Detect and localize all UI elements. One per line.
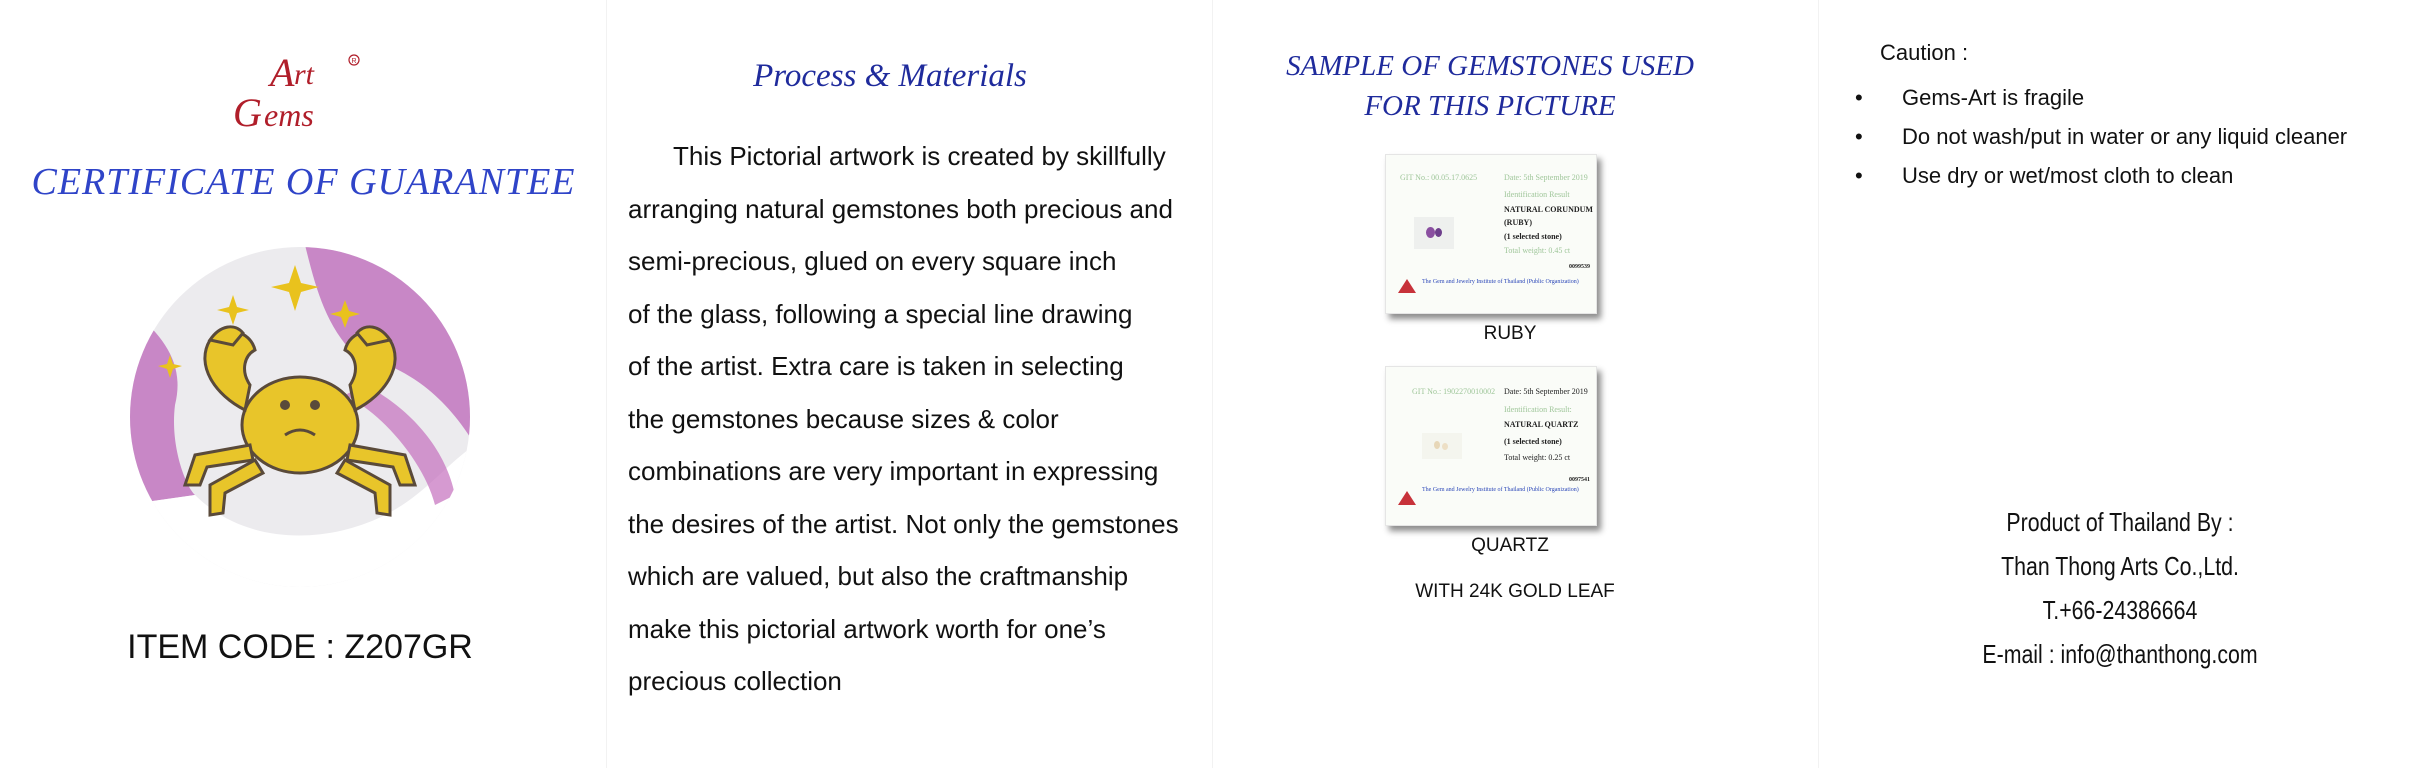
svg-text:rt: rt — [294, 58, 315, 91]
cert-number: GIT No.: 00.05.17.0625 — [1400, 173, 1478, 182]
description-line: semi-precious, glued on every square inch — [628, 246, 1117, 276]
cert-variety: (RUBY) — [1504, 218, 1532, 227]
manufacturer-line: Product of Thailand By : — [2006, 507, 2234, 537]
item-code: ITEM CODE : Z207GR — [127, 628, 473, 666]
ruby-stone-photo — [1414, 217, 1454, 249]
art-gems-logo — [228, 50, 368, 134]
caution-item — [1855, 156, 2347, 195]
process-materials-title: Process & Materials — [753, 58, 1027, 94]
caution-text: Gems-Art is fragile — [1902, 85, 2085, 110]
caution-title: Caution : — [1880, 40, 1969, 65]
panel-divider — [1818, 0, 1819, 768]
crab-artwork-image — [125, 245, 475, 590]
cert-result: Identification Result: — [1504, 405, 1572, 414]
bullet-icon: • — [1855, 85, 1863, 110]
caution-item — [1855, 78, 2347, 117]
quartz-certificate-image — [1385, 366, 1597, 526]
panel-divider — [606, 0, 607, 768]
description-line: of the glass, following a special line drawing — [628, 298, 1133, 329]
description-line: the desires of the artist. Not only the gemstones — [628, 508, 1179, 539]
caution-text: Do not wash/put in water or any liquid cleaner — [1902, 124, 2348, 149]
description-line: of the artist. Extra care is taken in selecting — [628, 351, 1124, 381]
description-line: which are valued, but also the craftmanship — [628, 561, 1129, 591]
cert-count: (1 selected stone) — [1504, 232, 1562, 241]
cert-weight: Total weight: 0.25 ct — [1504, 453, 1571, 462]
git-logo-icon — [1398, 279, 1416, 293]
bullet-icon: • — [1855, 124, 1863, 149]
svg-text:R: R — [351, 58, 357, 65]
description-line: This Pictorial artwork is created by skillfully — [673, 141, 1166, 171]
svg-text:A: A — [270, 50, 295, 95]
description-line: the gemstones because sizes & color — [628, 403, 1059, 434]
cert-serial: 0097541 — [1569, 477, 1590, 483]
certificate-title: CERTIFICATE OF GUARANTEE — [31, 161, 576, 203]
description-line: make this pictorial artwork worth for one’s — [628, 613, 1106, 644]
description-line: arranging natural gemstones both precious and — [628, 193, 1173, 224]
git-logo-icon — [1398, 491, 1416, 505]
cert-stone: NATURAL CORUNDUM — [1504, 205, 1593, 214]
cert-number: GIT No.: 1902270010002 — [1412, 387, 1496, 396]
cert-stone: NATURAL QUARTZ — [1504, 420, 1579, 429]
sample-title-line: SAMPLE OF GEMSTONES USED — [1286, 50, 1694, 82]
cert-serial: 0099539 — [1569, 264, 1590, 270]
description-line: precious collection — [628, 666, 842, 696]
cert-result: Identification Result — [1504, 190, 1570, 199]
manufacturer-line: T.+66-24386664 — [2042, 595, 2198, 625]
caution-item — [1855, 117, 2347, 156]
caution-text: Use dry or wet/most cloth to clean — [1902, 163, 2234, 188]
svg-text:G: G — [233, 90, 262, 134]
cert-date: Date: 5th September 2019 — [1504, 173, 1588, 182]
cert-institute: The Gem and Jewelry Institute of Thailand (Public Organization) — [1422, 487, 1579, 493]
bullet-icon: • — [1855, 163, 1863, 188]
svg-text:ems: ems — [264, 97, 314, 133]
manufacturer-info — [1948, 500, 2292, 676]
manufacturer-line: E-mail : info@thanthong.com — [1982, 639, 2258, 669]
description-line: combinations are very important in expressing — [628, 456, 1159, 486]
manufacturer-line: Than Thong Arts Co.,Ltd. — [2001, 551, 2239, 581]
process-description — [628, 130, 1213, 708]
gold-leaf-label: WITH 24K GOLD LEAF — [1415, 581, 1615, 602]
ruby-certificate-image — [1385, 154, 1597, 314]
ruby-label: RUBY — [1483, 323, 1537, 344]
quartz-stone-photo — [1422, 433, 1462, 459]
sample-title-line: FOR THIS PICTURE — [1364, 90, 1616, 122]
cert-date: Date: 5th September 2019 — [1504, 387, 1588, 396]
caution-list — [1855, 78, 2347, 195]
cert-weight: Total weight: 0.45 ct — [1504, 246, 1571, 255]
cert-institute: The Gem and Jewelry Institute of Thailand (Public Organization) — [1422, 279, 1579, 285]
cert-count: (1 selected stone) — [1504, 437, 1562, 446]
sample-gemstones-title — [1240, 46, 1740, 126]
quartz-label: QUARTZ — [1471, 535, 1549, 556]
